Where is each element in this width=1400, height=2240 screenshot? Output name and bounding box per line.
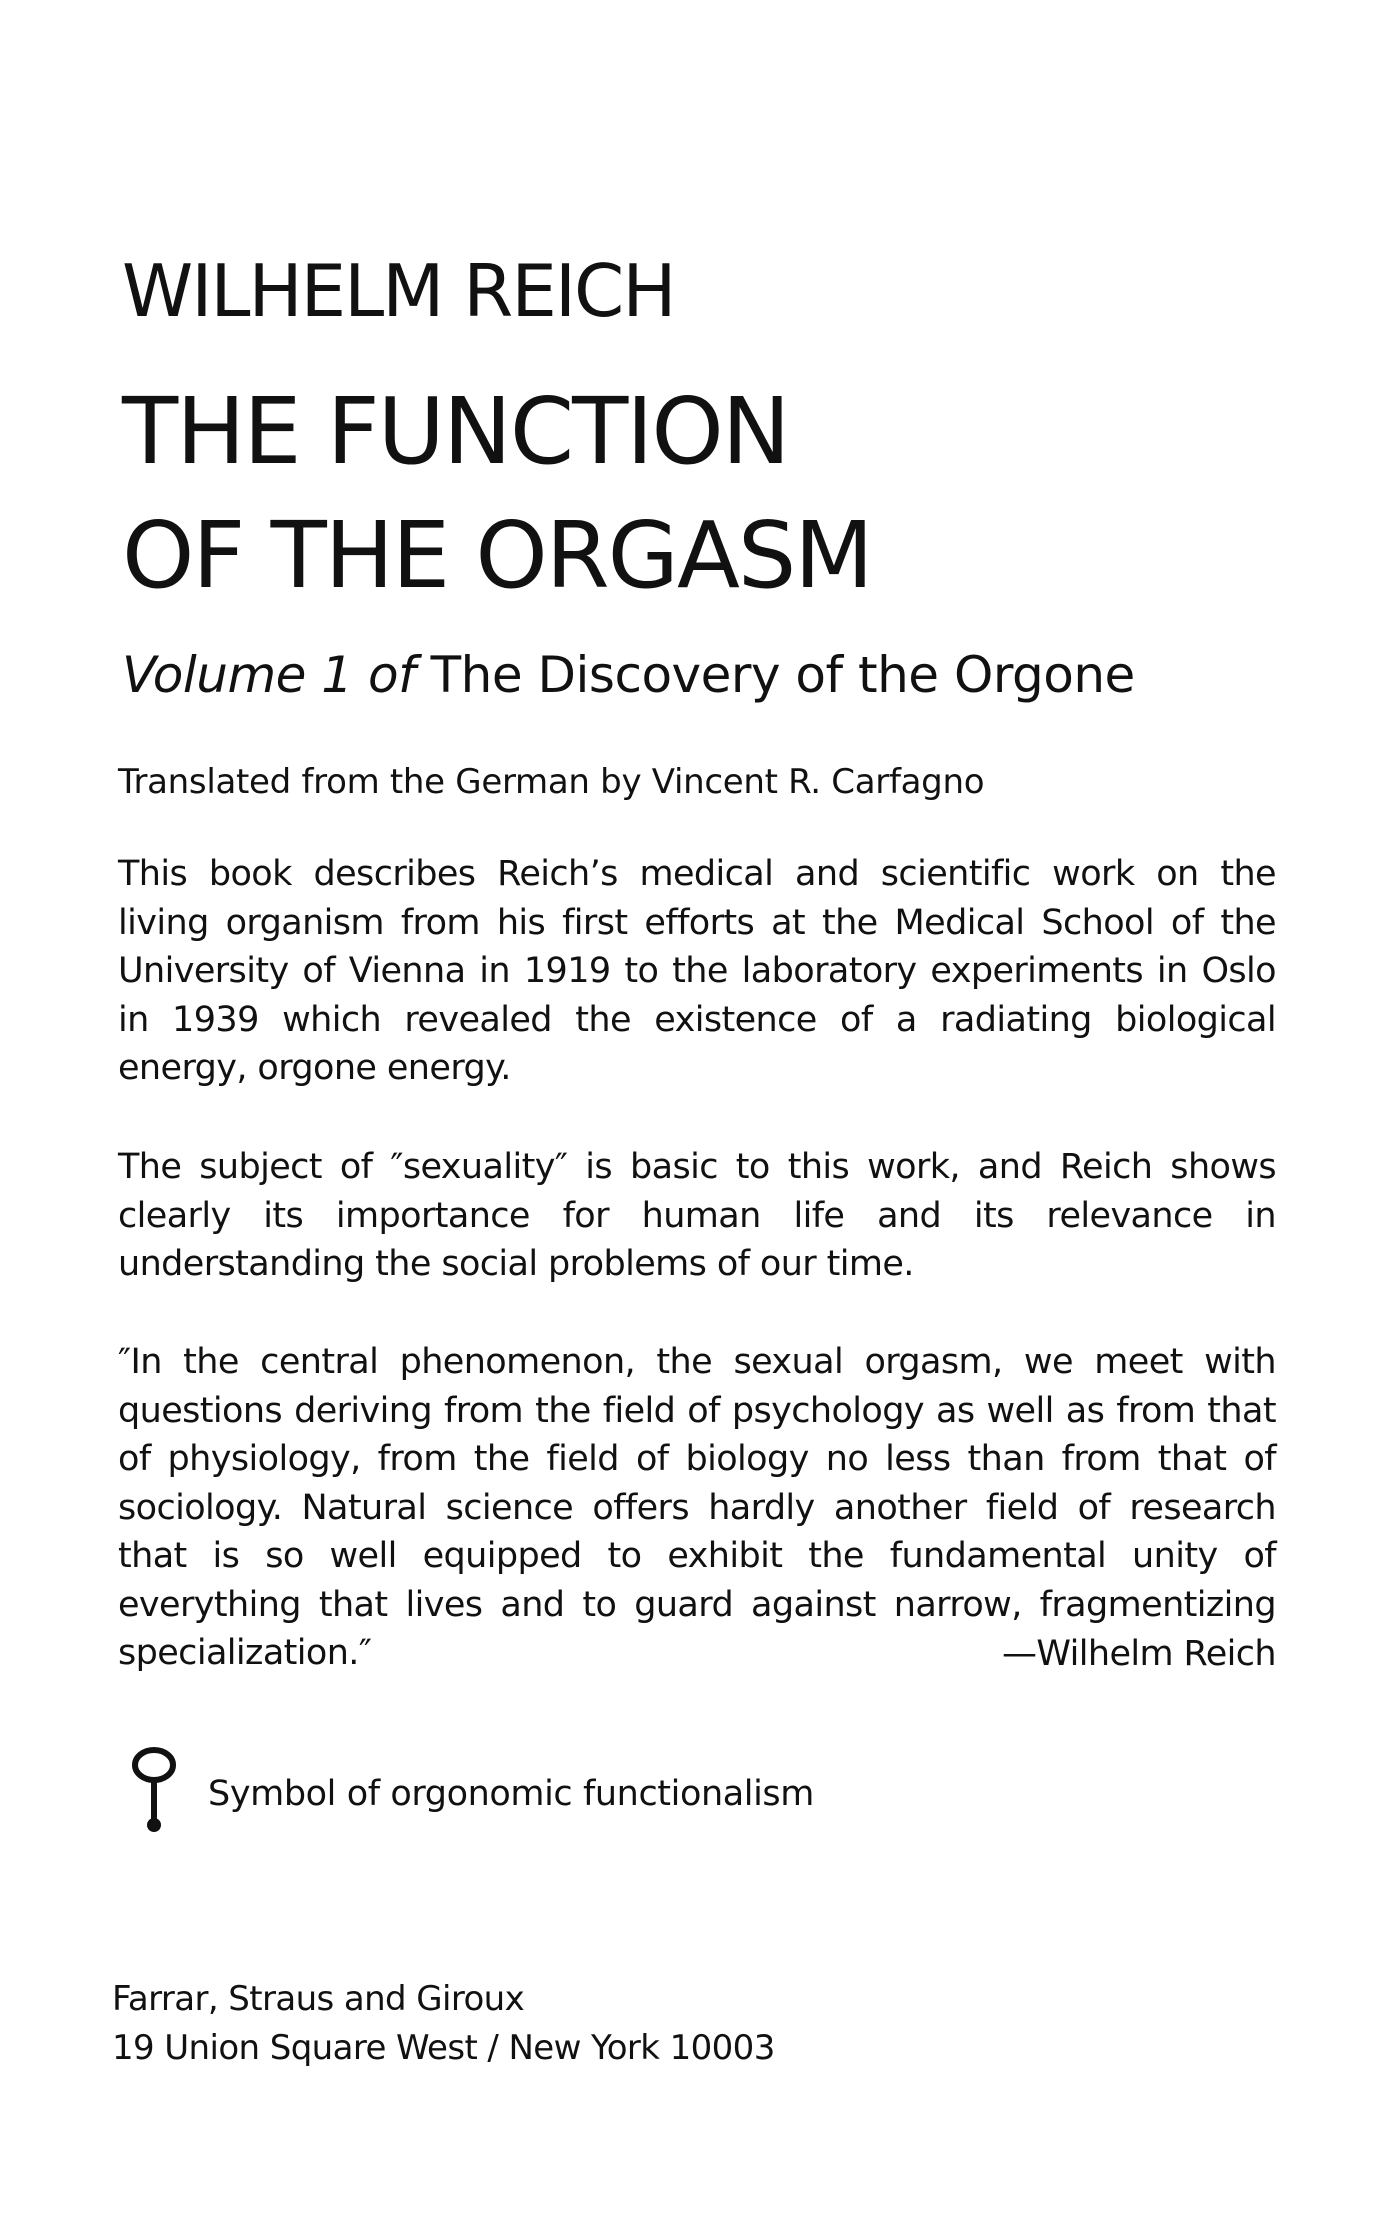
orgonomic-functionalism-symbol-icon [126,1745,182,1835]
volume-subtitle [122,646,1135,704]
author-name: WILHELM REICH [122,249,675,333]
book-title [122,370,872,618]
reich-quote: ″In the central phenomenon, the sexual orgasm, we meet with questions deriving from the field of psychology as well as from that of physiology, from the field of biology no less than from that of sociology. Natural science offers hardly another field of research that is so well equipped to exhibit the fundamental unity of everything that lives and to guard against narrow, fragmentizing specialization.″ [118,1342,1276,1673]
symbol-label: Symbol of orgonomic functionalism [208,1774,814,1814]
description-paragraph-2: The subject of ″sexuality″ is basic to this work, and Reich shows clearly its importance for human life and its relevance in understanding the social problems of our time. [118,1147,1276,1284]
symbol-legend [120,1745,1020,1835]
quote-attribution: —Wilhelm Reich [1002,1634,1276,1674]
book-title-line-1: THE FUNCTION [122,378,789,485]
translator-credit: Translated from the German by Vincent R. Carfagno [118,762,985,802]
book-title-line-2: OF THE ORGASM [122,502,872,609]
series-name: The Discovery of the Orgone [430,646,1135,704]
publisher-imprint [112,1975,775,2073]
publisher-address: 19 Union Square West / New York 10003 [112,2028,775,2068]
publisher-name: Farrar, Straus and Giroux [112,1979,525,2019]
volume-prefix: Volume 1 of [122,646,416,704]
description-paragraph-1: This book describes Reich’s medical and scientific work on the living organism from his first efforts at the Medical School of the University of Vienna in 1919 to the laboratory experiments in Oslo in 1939 which revealed the existence of a radiating biological energy, orgone energy. [118,854,1276,1088]
